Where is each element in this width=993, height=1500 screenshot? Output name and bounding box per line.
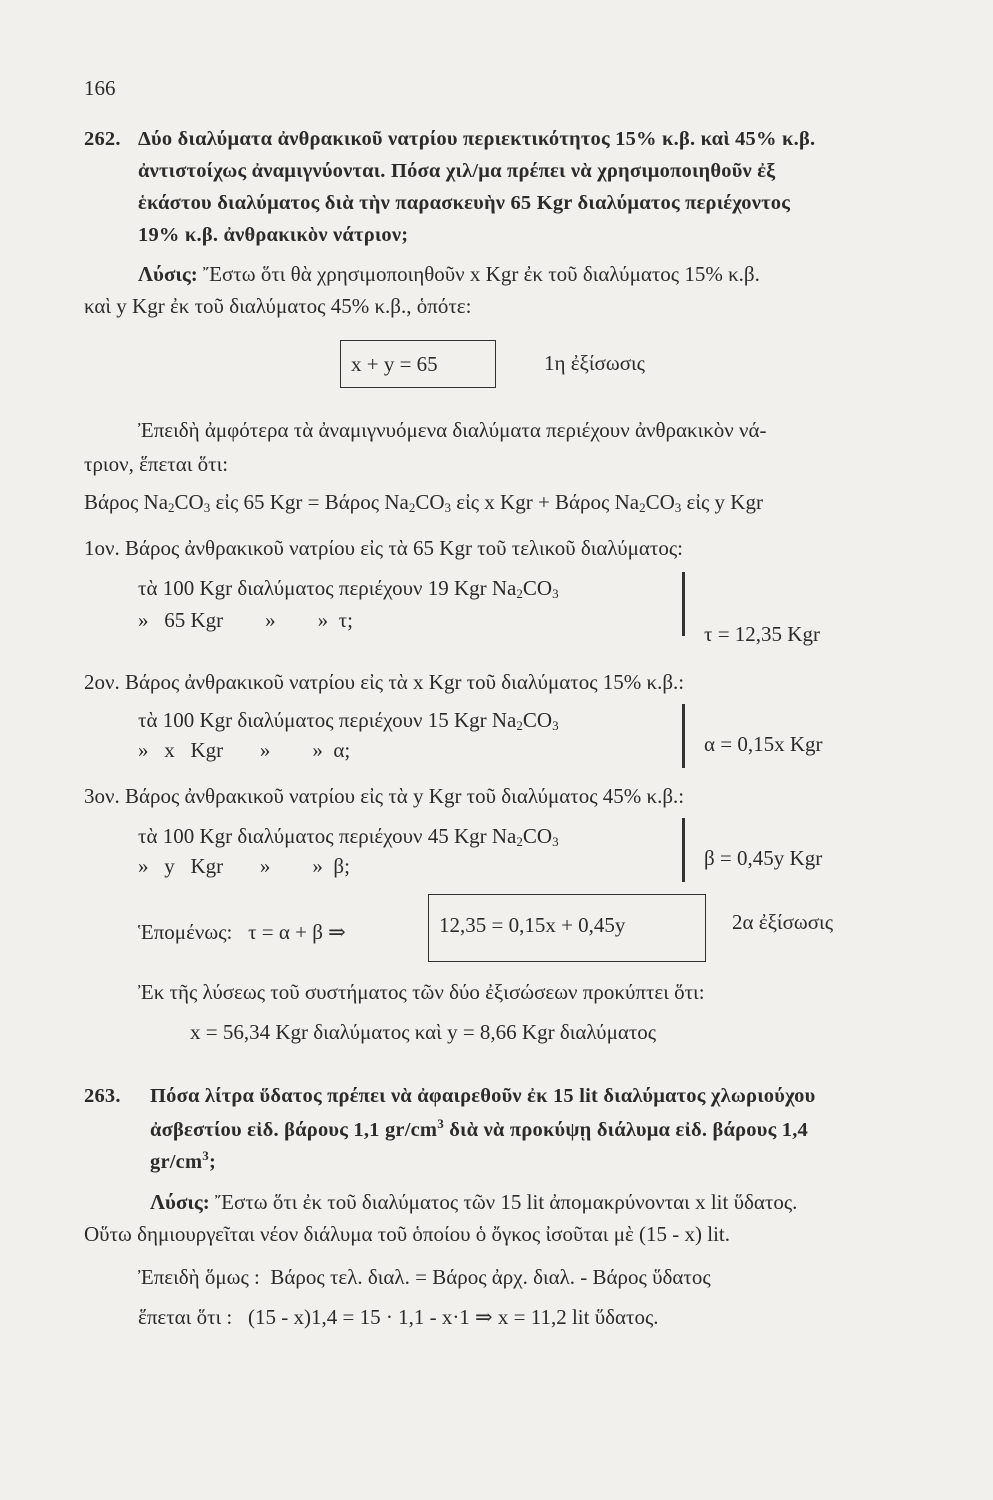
step-2-heading: 2ον. Βάρος ἀνθρακικοῦ νατρίου εἰς τὰ x Kgr τοῦ διαλύματος 15% κ.β.: (84, 670, 685, 694)
weight-eq-part: εἰς y Kgr (681, 490, 763, 514)
solution-262-label: Λύσις: (138, 262, 198, 286)
problem-263-number: 263. (84, 1085, 121, 1107)
step-3-bracket (682, 818, 685, 882)
problem-263-line-2 (150, 1116, 808, 1142)
problem-263-text: ἀσβεστίου εἰδ. βάρους 1,1 gr/cm (150, 1119, 438, 1141)
solution-263-text-1: Ἔστω ὅτι ἐκ τοῦ διαλύματος τῶν 15 lit ἀπομακρύνονται x lit ὕδατος. (209, 1190, 798, 1214)
weight-eq-part: CO (415, 490, 445, 514)
rule-text: τὰ 100 Kgr διαλύματος περιέχουν 19 Kgr Na (138, 576, 517, 600)
rule-text: CO (522, 824, 553, 848)
step-2-rule-line-1 (138, 708, 559, 734)
solution-262-line-1 (138, 262, 760, 287)
equation-2: 12,35 = 0,15x + 0,45y (439, 913, 626, 937)
weight-equation (84, 490, 763, 516)
step-1-rule-line-1 (138, 576, 559, 602)
problem-262-line-2: ἀντιστοίχως ἀναμιγνύονται. Πόσα χιλ/μα πρέπει νὰ χρησιμοποιηθοῦν ἐξ (138, 160, 776, 182)
problem-263-line-3 (150, 1148, 216, 1174)
conclusion-262-line-2: x = 56,34 Kgr διαλύματος καὶ y = 8,66 Kgr διαλύματος (190, 1020, 657, 1044)
equation-1-box (340, 340, 496, 388)
problem-262-number: 262. (84, 128, 121, 150)
weight-eq-part: εἰς 65 Kgr = Βάρος Na (210, 490, 409, 514)
solution-262-line-2: καὶ y Kgr ἐκ τοῦ διαλύματος 45% κ.β., ὁπότε: (84, 294, 472, 318)
rule-sub: 2 (516, 834, 523, 849)
text-262-line-1: Ἐπειδὴ ἀμφότερα τὰ ἀναμιγνυόμενα διαλύματα περιέχουν ἀνθρακικὸν νά- (138, 418, 767, 442)
step-2-bracket (682, 704, 685, 768)
step-3-rule-line-2: » y Kgr » » β; (138, 854, 350, 878)
weight-eq-part: Βάρος Na (84, 490, 169, 514)
step-1-result: τ = 12,35 Kgr (704, 622, 820, 646)
problem-263-text: gr/cm (150, 1151, 203, 1173)
rule-text: CO (522, 708, 553, 732)
step-3-heading: 3ον. Βάρος ἀνθρακικοῦ νατρίου εἰς τὰ y Kgr τοῦ διαλύματος 45% κ.β.: (84, 784, 685, 808)
rule-sub: 2 (516, 586, 523, 601)
conclusion-262-line-1: Ἐκ τῆς λύσεως τοῦ συστήματος τῶν δύο ἐξισώσεων προκύπτει ὅτι: (138, 980, 705, 1004)
rule-text: τὰ 100 Kgr διαλύματος περιέχουν 15 Kgr Na (138, 708, 517, 732)
rule-sub: 3 (552, 718, 559, 733)
problem-262-line-1: Δύο διαλύματα ἀνθρακικοῦ νατρίου περιεκτικότητος 15% κ.β. καὶ 45% κ.β. (138, 128, 816, 150)
problem-263-line-1: Πόσα λίτρα ὕδατος πρέπει νὰ ἀφαιρεθοῦν ἐκ 15 lit διαλύματος χλωριούχου (150, 1085, 816, 1107)
solution-263-line-1 (150, 1190, 797, 1215)
rule-text: τὰ 100 Kgr διαλύματος περιέχουν 45 Kgr Na (138, 824, 517, 848)
problem-263-text: διὰ νὰ προκύψῃ διάλυμα εἰδ. βάρους 1,4 (443, 1119, 808, 1141)
step-1-rule-line-2: » 65 Kgr » » τ; (138, 608, 353, 632)
text-263-line-1: Ἐπειδὴ ὅμως : Βάρος τελ. διαλ. = Βάρος ἀρχ. διαλ. - Βάρος ὕδατος (138, 1265, 711, 1289)
equation-1-label: 1η ἐξίσωσις (544, 351, 645, 375)
equation-2-box (428, 894, 706, 962)
text-262-line-2: τριον, ἕπεται ὅτι: (84, 452, 229, 476)
weight-eq-sub: 3 (203, 500, 211, 515)
weight-eq-part: CO (174, 490, 204, 514)
problem-263-sup: 3 (202, 1148, 209, 1163)
step-1-bracket (682, 572, 685, 636)
problem-263-sup: 3 (437, 1116, 444, 1131)
rule-sub: 2 (516, 718, 523, 733)
weight-eq-part: CO (645, 490, 675, 514)
step-3-result: β = 0,45y Kgr (704, 846, 823, 870)
weight-eq-part: εἰς x Kgr + Βάρος Na (451, 490, 640, 514)
rule-text: CO (522, 576, 553, 600)
equation-2-label: 2α ἐξίσωσις (732, 910, 834, 934)
solution-263-line-2: Οὕτω δημιουργεῖται νέον διάλυμα τοῦ ὁποίου ὁ ὄγκος ἰσοῦται μὲ (15 - x) lit. (84, 1222, 731, 1246)
weight-eq-sub: 3 (444, 500, 451, 515)
text-263-line-2: ἕπεται ὅτι : (15 - x)1,4 = 15 · 1,1 - x·1 ⇒ x = 11,2 lit ὕδατος. (138, 1305, 659, 1329)
problem-263-text: ; (208, 1151, 216, 1173)
weight-eq-sub: 2 (168, 500, 175, 515)
weight-eq-sub: 2 (408, 500, 416, 515)
solution-262-text-1: Ἔστω ὅτι θὰ χρησιμοποιηθοῦν x Kgr ἐκ τοῦ διαλύματος 15% κ.β. (197, 262, 760, 286)
therefore-text: Ἑπομένως: τ = α + β ⇒ (138, 920, 346, 944)
problem-262-line-3: ἑκάστου διαλύματος διὰ τὴν παρασκευὴν 65 Kgr διαλύματος περιέχοντος (138, 192, 791, 214)
step-3-rule-line-1 (138, 824, 559, 850)
page-number: 166 (84, 76, 116, 100)
rule-sub: 3 (552, 834, 559, 849)
step-1-heading: 1ον. Βάρος ἀνθρακικοῦ νατρίου εἰς τὰ 65 Kgr τοῦ τελικοῦ διαλύματος: (84, 536, 683, 560)
step-2-rule-line-2: » x Kgr » » α; (138, 738, 351, 762)
step-2-result: α = 0,15x Kgr (704, 732, 823, 756)
equation-1: x + y = 65 (351, 352, 438, 376)
problem-262-line-4: 19% κ.β. ἀνθρακικὸν νάτριον; (138, 224, 409, 246)
weight-eq-sub: 3 (674, 500, 682, 515)
rule-sub: 3 (552, 586, 559, 601)
weight-eq-sub: 2 (639, 500, 646, 515)
solution-263-label: Λύσις: (150, 1190, 210, 1214)
